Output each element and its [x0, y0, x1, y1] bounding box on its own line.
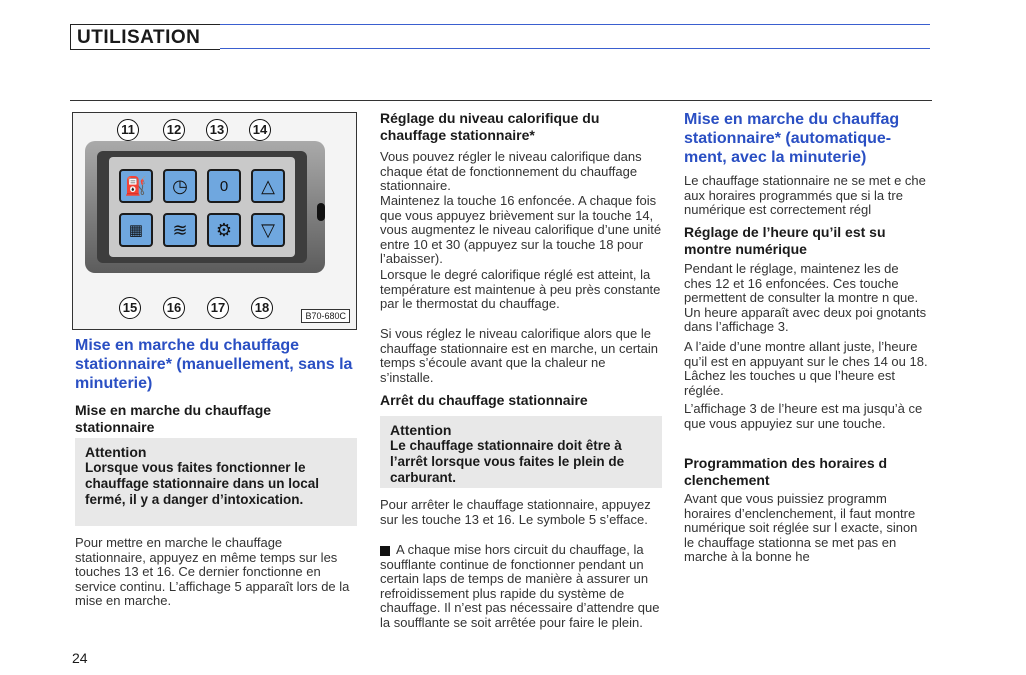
col3-p2: Pendant le réglage, maintenez les de ches 12 et 16 enfoncées. Ces touche permettent de consulter la montre n que. Un heure apparaît avec deux poi gnotants dans l’affichage 3. [684, 262, 927, 335]
up-triangle-icon: △ [261, 175, 275, 196]
up-key[interactable] [251, 169, 285, 203]
zero-key[interactable] [207, 169, 241, 203]
col2-heading: Réglage du niveau calorifique du chauffage stationnaire* [380, 110, 600, 143]
zero-icon: 0 [219, 177, 229, 195]
indicator-dot [317, 203, 325, 221]
col3-p5: Avant que vous puissiez programm horaires d’enclenchement, il faut montre numérique soit réglée sur l exacte, sinon le chauffage stationna se met pas en marche à la bonne he [684, 492, 918, 565]
section-header [70, 24, 220, 50]
control-panel-figure [72, 112, 357, 330]
header-rule-top [220, 24, 930, 25]
callout-15: 15 [119, 297, 141, 319]
battery-key[interactable] [119, 213, 153, 247]
col1-heading: Mise en marche du chauffage stationnaire* (manuellement, sans la minuterie) [75, 337, 353, 392]
callout-17: 17 [207, 297, 229, 319]
callout-13: 13 [206, 119, 228, 141]
col2-p4: Si vous réglez le niveau calorifique alors que le chauffage stationnaire est en marche, un certain temps s’écoule avant que la chaleur ne s’installe. [380, 326, 658, 385]
section-title: UTILISATION [77, 27, 201, 48]
col3-subheading1: Réglage de l’heure qu’il est su montre numérique [684, 224, 886, 257]
callout-18: 18 [251, 297, 273, 319]
col2-p5: Pour arrêter le chauffage stationnaire, appuyez sur les touche 13 et 16. Le symbole 5 s’efface. [380, 497, 651, 527]
battery-icon: ▦ [128, 222, 144, 239]
col1-attention-body: Lorsque vous faites fonctionner le chauffage stationnaire dans un local fermé, il y a danger d’intoxication. [85, 460, 320, 507]
col2-subheading: Arrêt du chauffage stationnaire [380, 392, 588, 408]
down-triangle-icon: ▽ [261, 219, 275, 240]
down-key[interactable] [251, 213, 285, 247]
col2-p2: Maintenez la touche 16 enfoncée. A chaque fois que vous appuyez brièvement sur la touche 14, vous augmentez le niveau calorifique d’une unité entre 10 et 30 (appuyez sur la touche 18 pour l’abaisser). [380, 193, 662, 267]
control-panel [85, 141, 325, 273]
col1-subheading: Mise en marche du chauffage stationnaire [75, 402, 272, 435]
col3-p3: A l’aide d’une montre allant juste, l’heure qu’il est en appuyant sur le ches 14 ou 18. Lâchez les touches u que l’heure est réglée. [684, 340, 928, 398]
clock-icon: ◷ [172, 175, 188, 196]
col2-attention-title: Attention [390, 422, 452, 438]
col2-p1: Vous pouvez régler le niveau calorifique dans chaque état de fonctionnement du chauffage stationnaire. [380, 149, 642, 194]
col2-p3: Lorsque le degré calorifique réglé est atteint, la température est maintenue à peu près constante par le thermostat du chauffage. [380, 267, 661, 312]
col2-attention-box [380, 416, 662, 488]
col3-p4: L’affichage 3 de l’heure est ma jusqu’à ce que vous appuyiez sur une touche. [684, 402, 923, 431]
gear-key[interactable] [207, 213, 241, 247]
heat-key[interactable] [163, 213, 197, 247]
figure-code: B70-680C [301, 309, 350, 323]
callout-16: 16 [163, 297, 185, 319]
callout-11: 11 [117, 119, 139, 141]
heat-waves-icon: ≋ [172, 219, 188, 240]
col3-p1: Le chauffage stationnaire ne se met e che aux horaires programmés que si la tre numérique est correctement régl [684, 174, 926, 218]
header-rule-bottom [220, 48, 930, 49]
gear-icon: ⚙ [215, 219, 233, 240]
col2-p6: A chaque mise hors circuit du chauffage, la soufflante continue de fonctionner pendant un certain laps de temps de manière à assurer un refroidissement plus rapide du système de chauffage. Il n’est pas nécessaire d’attendre que la soufflante se soit arrêtée pour faire le plein. [380, 542, 660, 630]
col3-subheading2: Programmation des horaires d clenchement [684, 455, 888, 488]
clock-key[interactable] [163, 169, 197, 203]
fuel-thermometer-key[interactable] [119, 169, 153, 203]
callout-12: 12 [163, 119, 185, 141]
column-rule [70, 100, 932, 101]
page-number: 24 [72, 650, 88, 666]
col3-heading: Mise en marche du chauffag stationnaire* (automatique- ment, avec la minuterie) [684, 111, 900, 166]
col1-attention-box [75, 438, 357, 526]
bullet-square [380, 546, 390, 556]
fuel-thermometer-icon: ⛽ [124, 175, 148, 196]
callout-14: 14 [249, 119, 271, 141]
col2-attention-body: Le chauffage stationnaire doit être à l’arrêt lorsque vous faites le plein de carburant. [390, 438, 625, 485]
col1-attention-title: Attention [85, 444, 147, 460]
col1-paragraph: Pour mettre en marche le chauffage stationnaire, appuyez en même temps sur les touches 13 et 16. Ce dernier fonctionne en service continu. L’affichage 5 apparaît lors de la mise en marche. [75, 535, 350, 609]
